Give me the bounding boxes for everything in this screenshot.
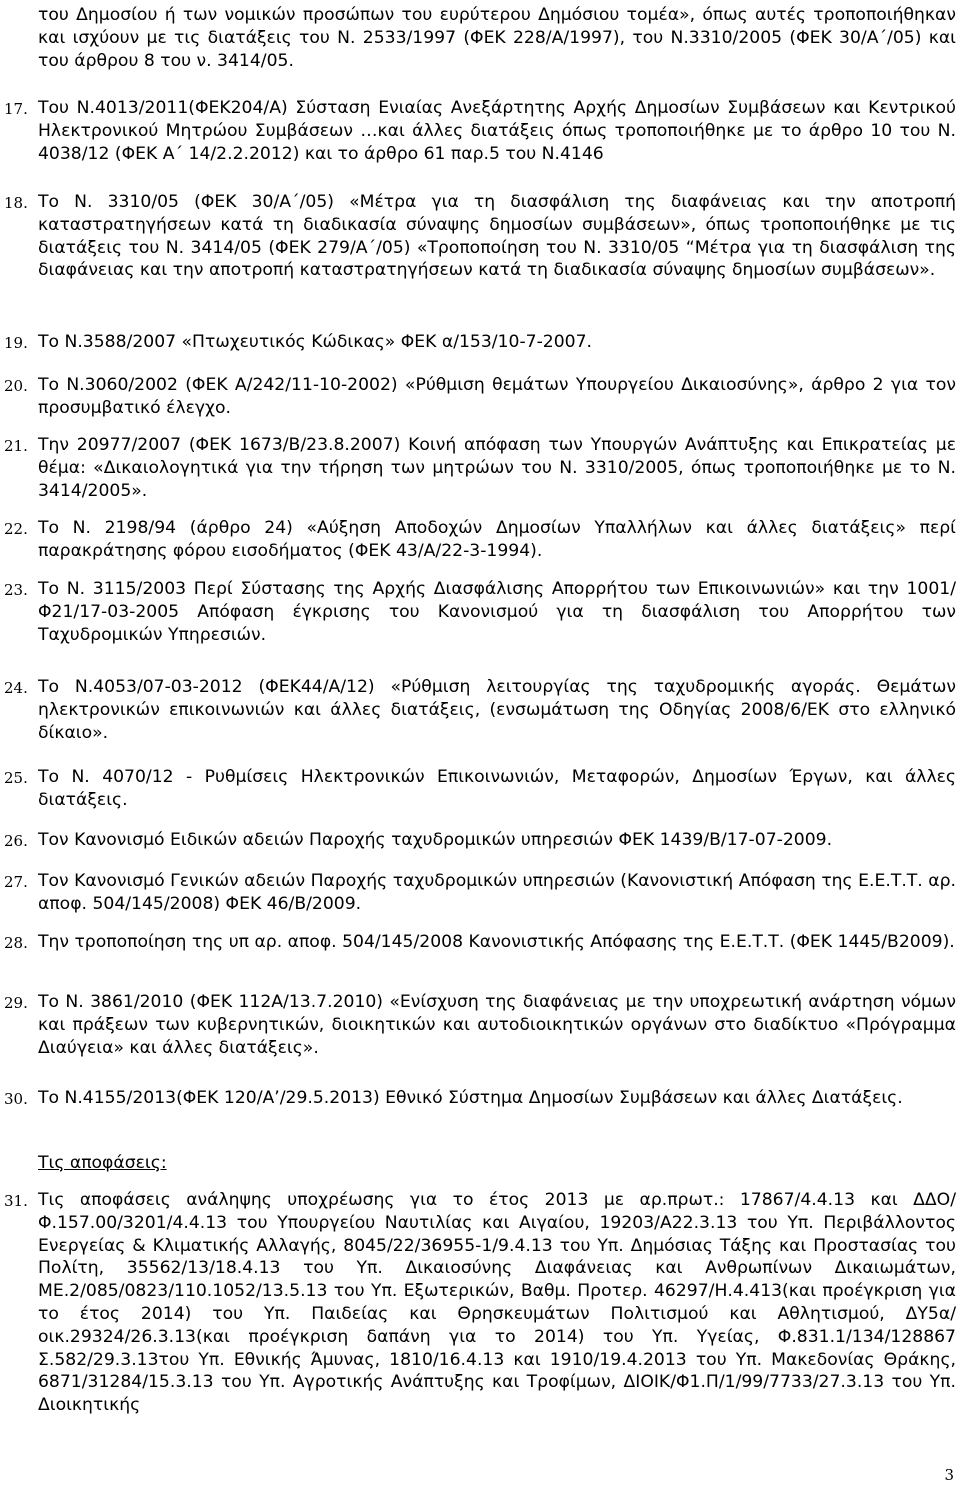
item-text: Το Ν. 3310/05 (ΦΕΚ 30/Α΄/05) «Μέτρα για τη διασφάλιση της διαφάνειας και την αποτροπή καταστρατηγήσεων κατά τη διαδικασία σύναψης δημοσίων συμβάσεων», όπως τροποποιήθηκε με τις διατάξεις του Ν. 3414/05 (ΦΕΚ 279/Α΄/05) «Τροποποίηση του Ν. 3310/05 “Μέτρα για τη διασφάλιση της διαφάνειας και την αποτροπή καταστρατηγήσεων κατά τη διαδικασία σύναψης δημοσίων συμβάσεων». [38, 192, 956, 281]
item-number: 26. [4, 832, 28, 850]
page-number: 3 [944, 1466, 954, 1484]
item-text: Τον Κανονισμό Ειδικών αδειών Παροχής ταχυδρομικών υπηρεσιών ΦΕΚ 1439/Β/17-07-2009. [38, 830, 833, 850]
item-number: 20. [4, 377, 28, 395]
item-text: Το Ν. 4070/12 - Ρυθμίσεις Ηλεκτρονικών Επικοινωνιών, Μεταφορών, Δημοσίων Έργων, και άλλες διατάξεις. [38, 767, 956, 810]
item-number: 17. [4, 100, 28, 118]
item-number: 22. [4, 520, 28, 538]
item-number: 25. [4, 769, 28, 787]
item-number: 28. [4, 934, 28, 952]
item-text: Το Ν. 3861/2010 (ΦΕΚ 112Α/13.7.2010) «Ενίσχυση της διαφάνειας με την υποχρεωτική ανάρτηση νόμων και πράξεων των κυβερνητικών, διοικητικών και αυτοδιοικητικών οργάνων στο διαδίκτυο «Πρόγραμμα Διαύγεια» και άλλες διατάξεις». [38, 992, 956, 1058]
item-text: Τις αποφάσεις ανάληψης υποχρέωσης για το έτος 2013 με αρ.πρωτ.: 17867/4.4.13 και ΔΔΟ/Φ.157.00/3201/4.4.13 του Υπουργείου Ναυτιλίας και Αιγαίου, 19203/Α22.3.13 του Υπ. Περιβάλλοντος Ενεργείας & Κλιματικής Αλλαγής, 8045/22/36955-1/9.4.13 του Υπ. Δημόσιας Τάξης και Προστασίας του Πολίτη, 35562/13/18.4.13 του Υπ. Δικαιοσύνης Διαφάνειας και Ανθρωπίνων Δικαιωμάτων, ΜΕ.2/085/0823/110.1052/13.5.13 του Υπ. Εξωτερικών, Βαθμ. Προτερ. 46297/Η.4.413(και προέγκριση για το έτος 2014) του Υπ. Παιδείας και Θρησκευμάτων Πολιτισμού και Αθλητισμού, ΔΥ5α/οικ.29324/26.3.13(και προέγκριση δαπάνη για το 2014) του Υπ. Υγείας, Φ.831.1/134/128867 Σ.582/29.3.13του Υπ. Εθνικής Άμυνας, 1810/16.4.13 και 1910/19.4.2013 του Υπ. Μακεδονίας Θράκης, 6871/31284/15.3.13 του Υπ. Αγροτικής Ανάπτυξης και Τροφίμων, ΔΙΟΙΚ/Φ1.Π/1/99/7733/27.3.13 του Υπ. Διοικητικής [38, 1190, 956, 1416]
item-number: 30. [4, 1090, 28, 1108]
item-number: 29. [4, 994, 28, 1012]
item-number: 31. [4, 1192, 28, 1210]
item-number: 21. [4, 437, 28, 455]
item-text: Το Ν.4053/07-03-2012 (ΦΕΚ44/Α/12) «Ρύθμιση λειτουργίας της ταχυδρομικής αγοράς. Θεμάτων ηλεκτρονικών επικοινωνιών και άλλες διατάξεις, (ενσωμάτωση της Οδηγίας 2008/6/ΕΚ στο ελληνικό δίκαιο». [38, 677, 956, 743]
item-text: Τον Κανονισμό Γενικών αδειών Παροχής ταχυδρομικών υπηρεσιών (Κανονιστική Απόφαση της Ε.Ε.Τ.Τ. αρ. αποφ. 504/145/2008) ΦΕΚ 46/Β/2009. [38, 871, 956, 914]
intro-paragraph: του Δημοσίου ή των νομικών προσώπων του ευρύτερου Δημόσιου τομέα», όπως αυτές τροποποιήθηκαν και ισχύουν με τις διατάξεις του Ν. 2533/1997 (ΦΕΚ 228/Α/1997), του Ν.3310/2005 (ΦΕΚ 30/Α΄/05) και του άρθρου 8 του ν. 3414/05. [38, 5, 956, 71]
item-text: Το Ν.3060/2002 (ΦΕΚ Α/242/11-10-2002) «Ρύθμιση θεμάτων Υπουργείου Δικαιοσύνης», άρθρο 2 για τον προσυμβατικό έλεγχο. [38, 375, 956, 418]
item-text: Την 20977/2007 (ΦΕΚ 1673/Β/23.8.2007) Κοινή απόφαση των Υπουργών Ανάπτυξης και Επικρατείας με θέμα: «Δικαιολογητικά για την τήρηση των μητρώων του Ν. 3310/2005, όπως τροποποιήθηκε με το Ν. 3414/2005». [38, 435, 956, 501]
item-number: 23. [4, 581, 28, 599]
item-number: 19. [4, 334, 28, 352]
item-text: Το Ν.4155/2013(ΦΕΚ 120/Α’/29.5.2013) Εθνικό Σύστημα Δημοσίων Συμβάσεων και άλλες Διατάξεις. [38, 1088, 903, 1108]
item-number: 24. [4, 679, 28, 697]
item-text: Το Ν. 3115/2003 Περί Σύστασης της Αρχής Διασφάλισης Απορρήτου των Επικοινωνιών» και την 1001/Φ21/17-03-2005 Απόφαση έγκρισης του Κανονισμού για τη διασφάλιση του Απορρήτου των Ταχυδρομικών Υπηρεσιών. [38, 579, 956, 645]
item-number: 18. [4, 194, 28, 212]
item-number: 27. [4, 873, 28, 891]
item-text: Την τροποποίηση της υπ αρ. αποφ. 504/145/2008 Κανονιστικής Απόφασης της Ε.Ε.Τ.Τ. (ΦΕΚ 1445/Β2009). [38, 932, 955, 952]
item-text: Το Ν. 2198/94 (άρθρο 24) «Αύξηση Αποδοχών Δημοσίων Υπαλλήλων και άλλες διατάξεις» περί παρακράτησης φόρου εισοδήματος (ΦΕΚ 43/Α/22-3-1994). [38, 518, 956, 561]
item-text: Του Ν.4013/2011(ΦΕΚ204/Α) Σύσταση Ενιαίας Ανεξάρτητης Αρχής Δημοσίων Συμβάσεων και Κεντρικού Ηλεκτρονικού Μητρώου Συμβάσεων …και άλλες διατάξεις όπως τροποποιήθηκε με το άρθρο 10 του Ν. 4038/12 (ΦΕΚ Α΄ 14/2.2.2012) και το άρθρο 61 παρ.5 του Ν.4146 [38, 98, 956, 164]
item-text: Το Ν.3588/2007 «Πτωχευτικός Κώδικας» ΦΕΚ α/153/10-7-2007. [38, 332, 593, 352]
section-heading: Τις αποφάσεις: [38, 1153, 167, 1173]
